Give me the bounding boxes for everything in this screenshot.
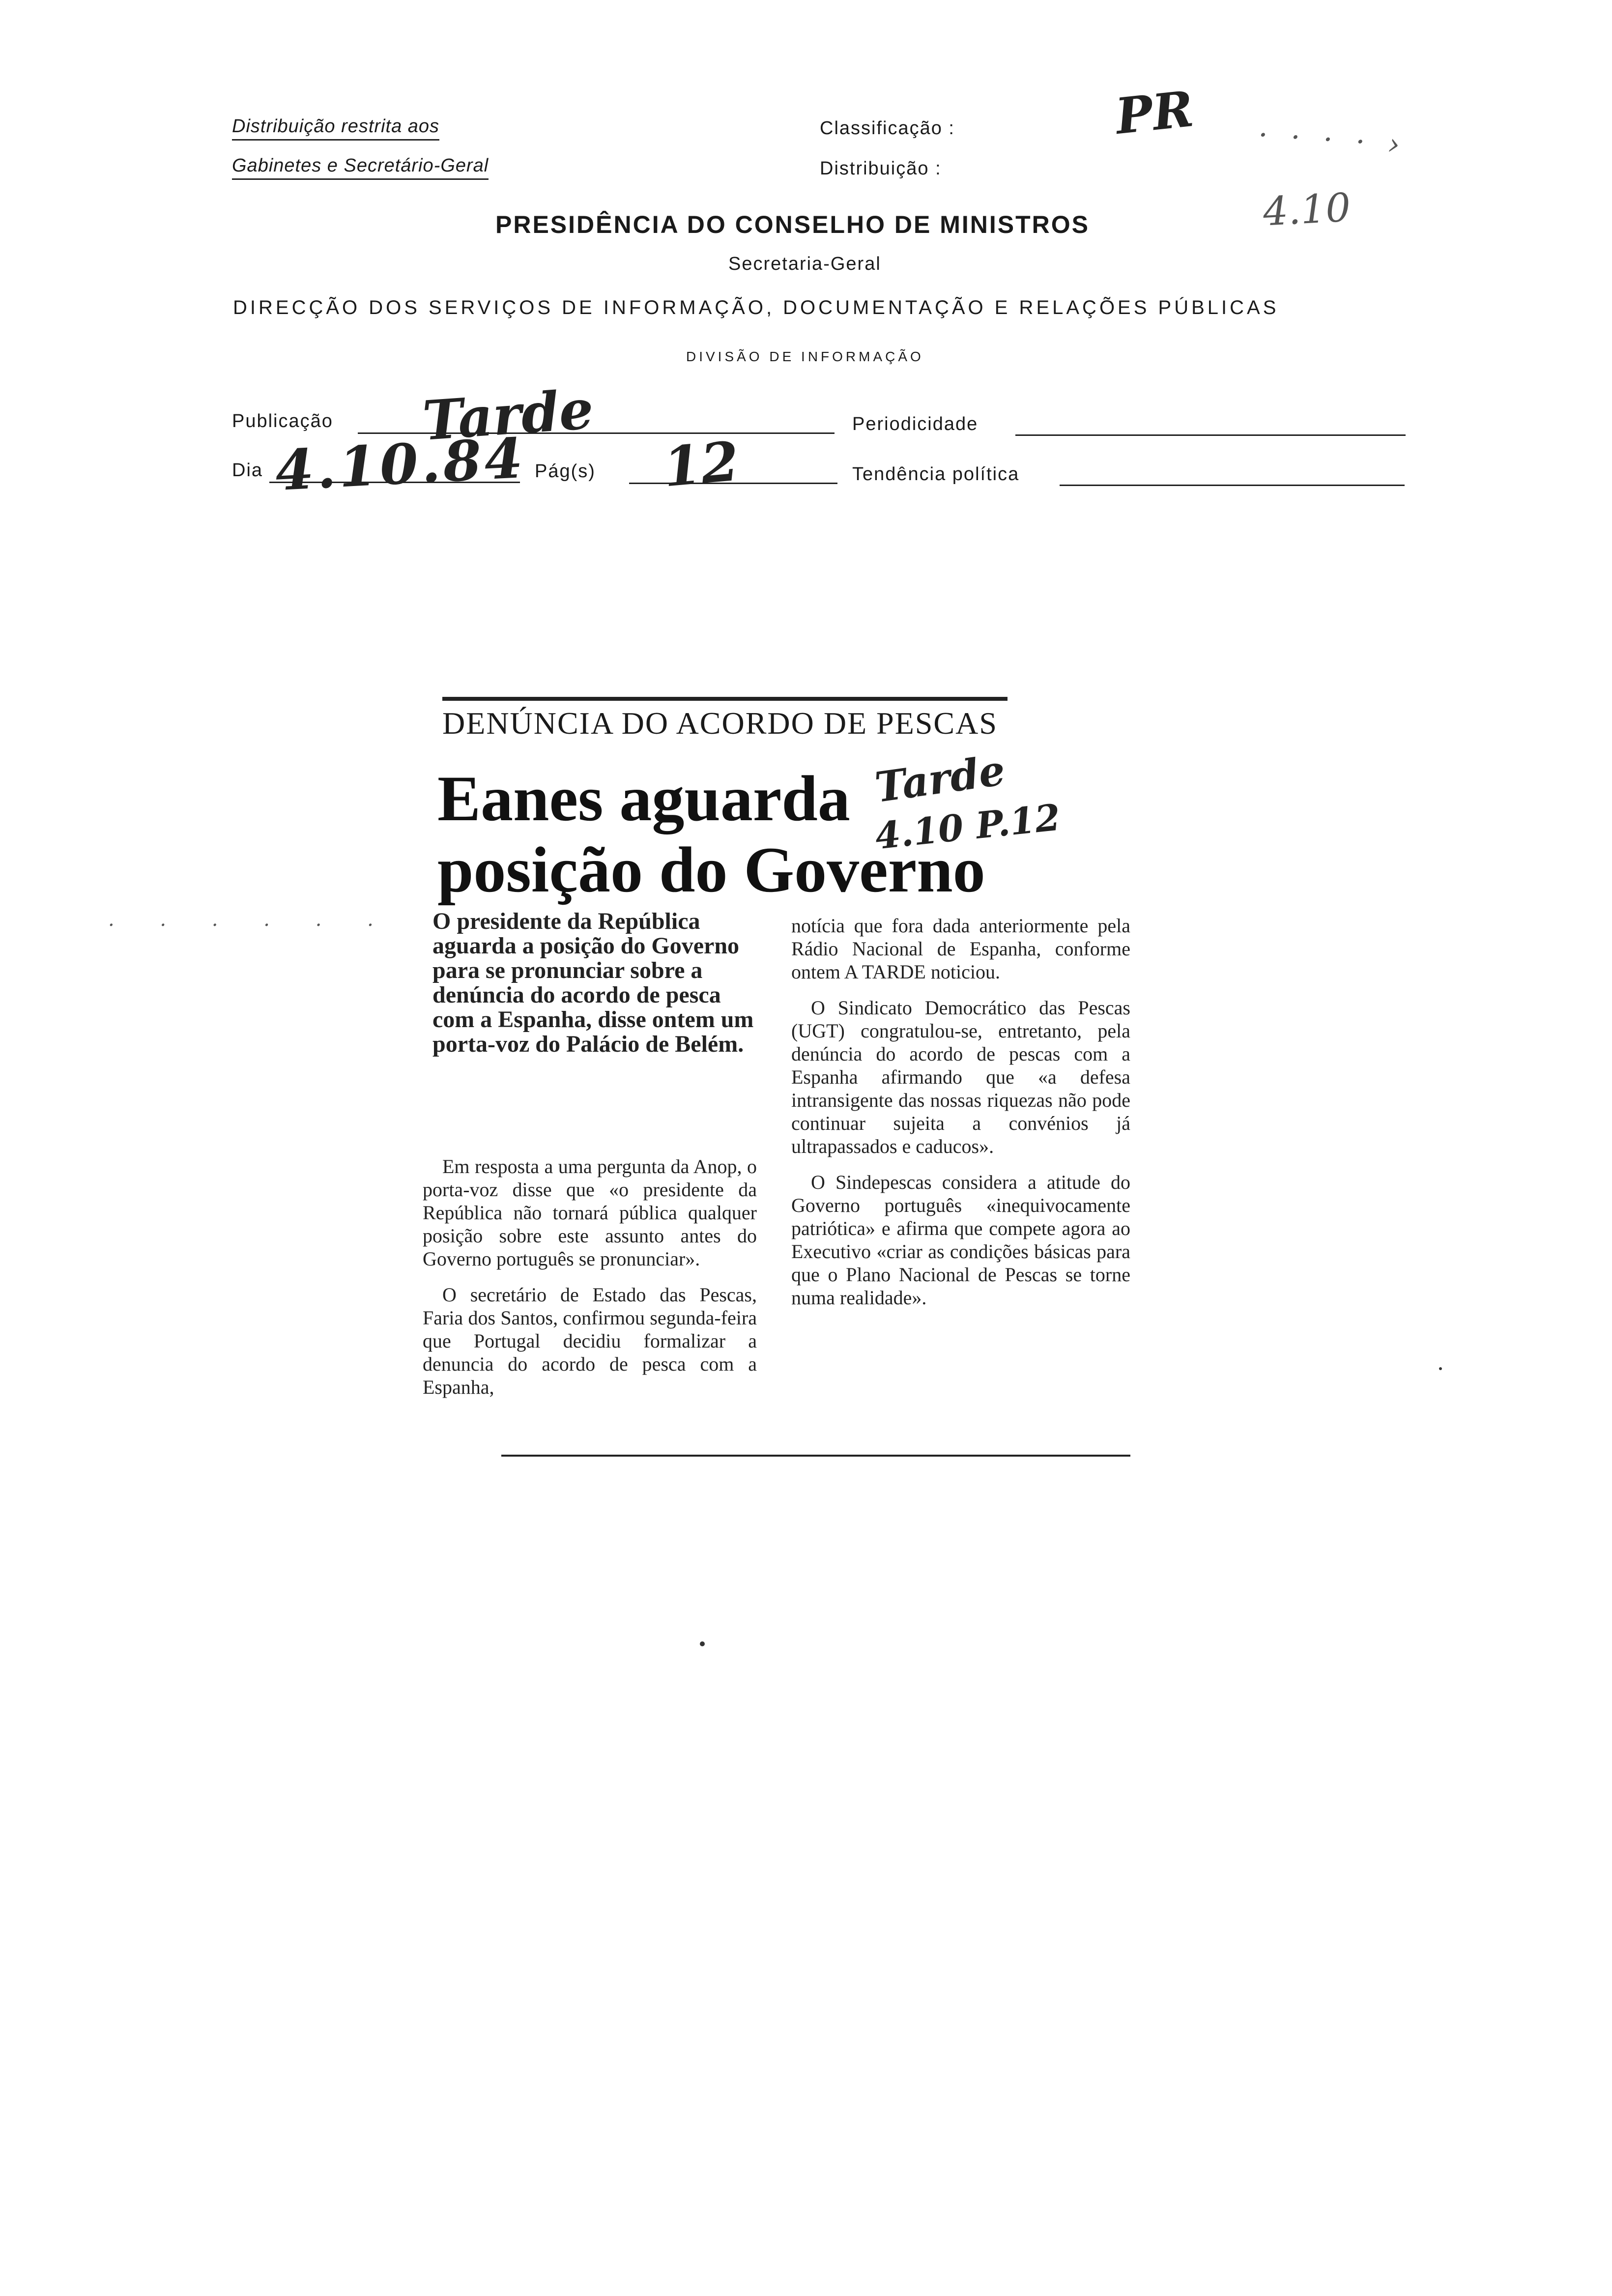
page-subtitle: Secretaria-Geral: [728, 254, 881, 274]
article-kicker: DENÚNCIA DO ACORDO DE PESCAS: [442, 706, 998, 741]
left-paragraph-2: O secretário de Estado das Pescas, Faria dos Santos, confirmou segunda-feira que Portugal decidiu formalizar a denuncia do acordo de pesca com a Espanha,: [423, 1284, 757, 1398]
right-paragraph-2: O Sindicato Democrático das Pescas (UGT) congratulou-se, entretanto, pela denúncia do acordo de pescas com a Espanha afirmando que «a defesa intransigente das nossas riquezas não pode continuar sujeita a convénios já ultrapassados e caducos».: [791, 997, 1130, 1157]
handwritten-headline-note-2: 4.10 P.12: [873, 796, 1063, 858]
handwritten-headline-note-1: Tarde: [872, 746, 1008, 812]
handwritten-corner-scribble: · · · · ›: [1257, 117, 1408, 163]
distribuicao-label: Distribuição :: [820, 158, 942, 179]
tendencia-field-line: [1060, 485, 1405, 486]
department-heading: DIRECÇÃO DOS SERVIÇOS DE INFORMAÇÃO, DOCUMENTAÇÃO E RELAÇÕES PÚBLICAS: [233, 297, 1279, 318]
article-lead: [432, 909, 757, 1057]
dia-label: Dia: [232, 460, 263, 481]
restriction-line-2: Gabinetes e Secretário-Geral: [232, 155, 489, 180]
article-headline-line-2: posição do Governo: [437, 833, 985, 906]
handwritten-pags-value: 12: [661, 429, 742, 499]
scan-speck: [1439, 1367, 1442, 1370]
handwritten-dia-value: 4.10.84: [273, 426, 527, 504]
handwritten-corner-note-2: 4.10: [1262, 184, 1352, 235]
restriction-line-1: Distribuição restrita aos: [232, 116, 439, 141]
article-left-column: [423, 1155, 757, 1411]
publicacao-label: Publicação: [232, 411, 333, 431]
tendencia-label: Tendência política: [852, 464, 1020, 485]
article-lead-text: O presidente da República aguarda a posição do Governo para se pronunciar sobre a denúncia do acordo de pesca com a Espanha, disse ontem um porta-voz do Palácio de Belém.: [432, 908, 754, 1057]
periodicidade-label: Periodicidade: [852, 414, 979, 434]
division-heading: DIVISÃO DE INFORMAÇÃO: [686, 349, 924, 364]
scan-noise: · · · · · ·: [108, 914, 393, 937]
right-paragraph-1: notícia que fora dada anteriormente pela Rádio Nacional de Espanha, conforme ontem A TARDE noticiou.: [791, 915, 1130, 983]
clipping-top-rule: [442, 697, 1008, 701]
clipping-bottom-rule: [501, 1455, 1130, 1457]
handwritten-publicacao-value: Tarde: [420, 377, 596, 453]
article-right-column: [791, 914, 1130, 1322]
article-headline-line-1: Eanes aguarda: [437, 762, 850, 834]
scan-speck: [700, 1641, 705, 1646]
classificacao-label: Classificação :: [820, 118, 955, 139]
periodicidade-field-line: [1015, 434, 1406, 436]
handwritten-corner-note-1: PR: [1113, 80, 1197, 145]
pags-label: Pág(s): [535, 461, 596, 482]
left-paragraph-1: Em resposta a uma pergunta da Anop, o porta-voz disse que «o presidente da República não tornará pública qualquer posição sobre este assunto antes do Governo português se pronunciar».: [423, 1155, 757, 1270]
right-paragraph-3: O Sindepescas considera a atitude do Governo português «inequivocamente patriótica» e afirma que compete agora ao Executivo «criar as condições básicas para que o Plano Nacional de Pescas se torne numa realidade».: [791, 1171, 1130, 1309]
page-title: PRESIDÊNCIA DO CONSELHO DE MINISTROS: [495, 211, 1090, 238]
